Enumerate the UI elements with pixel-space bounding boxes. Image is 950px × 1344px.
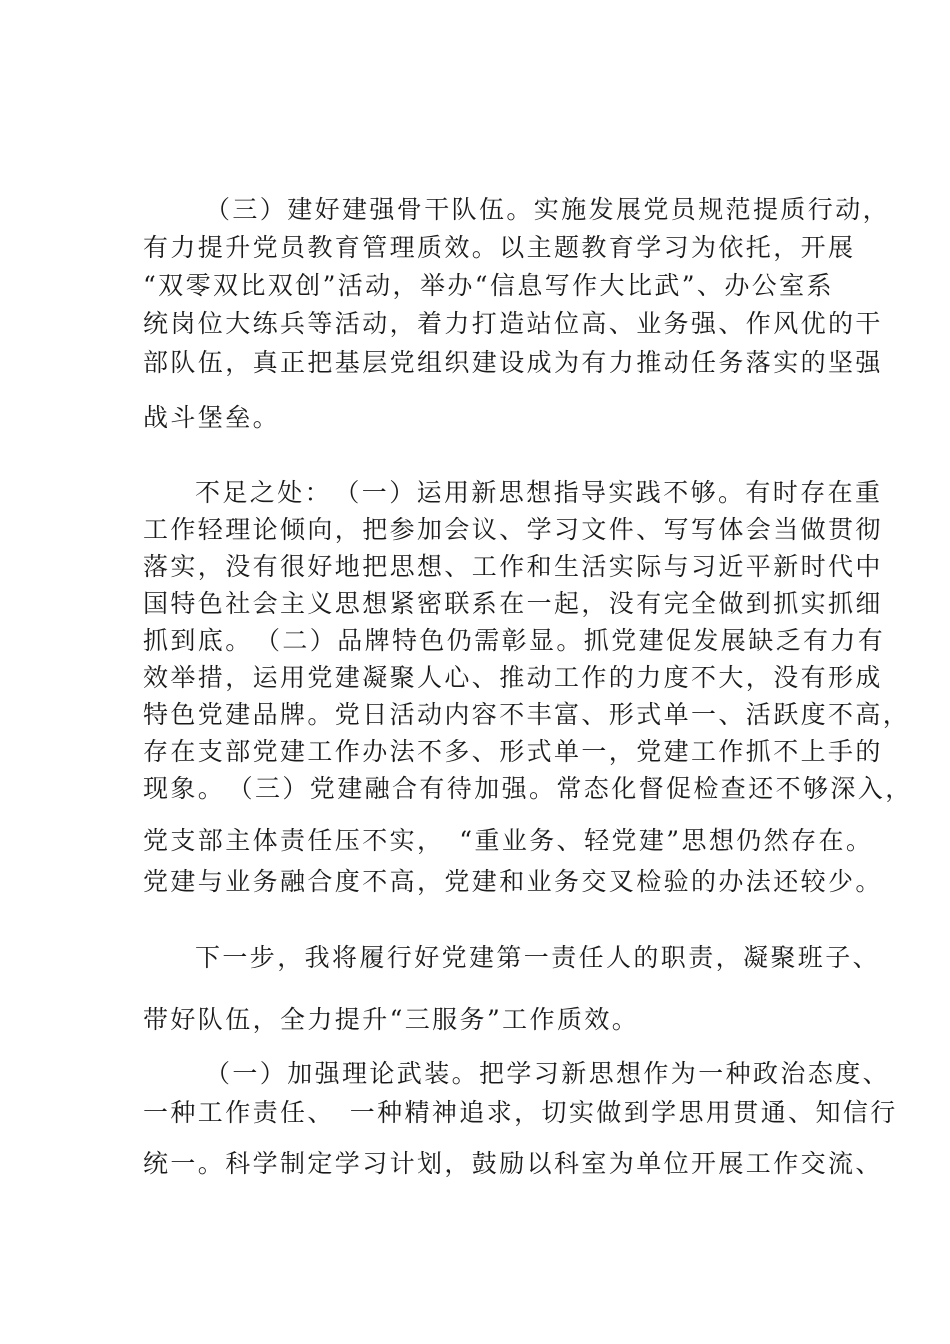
text-line: 落实，没有很好地把思想、工作和生活实际与习近平新时代中 bbox=[143, 552, 883, 581]
text-line: 党建与业务融合度不高，党建和业务交叉检验的办法还较少。 bbox=[143, 867, 883, 896]
text-line: 工作轻理论倾向，把参加会议、学习文件、写写体会当做贯彻 bbox=[143, 515, 883, 544]
text-line: 带好队伍，全力提升“三服务”工作质效。 bbox=[143, 1005, 640, 1034]
text-line: 存在支部党建工作办法不多、形式单一，党建工作抓不上手的 bbox=[143, 737, 883, 766]
text-line: 特色党建品牌。党日活动内容不丰富、形式单一、活跃度不高， bbox=[143, 700, 911, 729]
text-line: 国特色社会主义思想紧密联系在一起，没有完全做到抓实抓细 bbox=[143, 589, 883, 618]
text-line: 不足之处： （一）运用新思想指导实践不够。有时存在重 bbox=[195, 478, 883, 507]
text-line: 抓到底。 （二）品牌特色仍需彰显。抓党建促发展缺乏有力有 bbox=[143, 626, 886, 655]
text-line: “双零双比双创”活动，举办“信息写作大比武”、办公室系 bbox=[143, 271, 834, 300]
text-line: 现象。 （三）党建融合有待加强。常态化督促检查还不够深入， bbox=[143, 774, 913, 803]
text-line: 战斗堡垒。 bbox=[143, 403, 281, 432]
text-line: 统岗位大练兵等活动，着力打造站位高、业务强、作风优的干 bbox=[143, 309, 883, 338]
text-line: 一种工作责任、 一种精神追求，切实做到学思用贯通、知信行 bbox=[143, 1098, 898, 1127]
text-line: （三）建好建强骨干队伍。实施发展党员规范提质行动， bbox=[205, 195, 891, 224]
text-line: 统一。科学制定学习计划，鼓励以科室为单位开展工作交流、 bbox=[143, 1149, 883, 1178]
text-line: （一）加强理论武装。把学习新思想作为一种政治态度、 bbox=[205, 1059, 891, 1088]
text-line: 部队伍，真正把基层党组织建设成为有力推动任务落实的坚强 bbox=[143, 348, 883, 377]
text-line: 有力提升党员教育管理质效。以主题教育学习为依托，开展 bbox=[143, 233, 856, 262]
text-line: 党支部主体责任压不实， “重业务、轻党建”思想仍然存在。 bbox=[143, 826, 874, 855]
text-line: 效举措，运用党建凝聚人心、推动工作的力度不大，没有形成 bbox=[143, 663, 883, 692]
text-line: 下一步，我将履行好党建第一责任人的职责，凝聚班子、 bbox=[195, 943, 881, 972]
